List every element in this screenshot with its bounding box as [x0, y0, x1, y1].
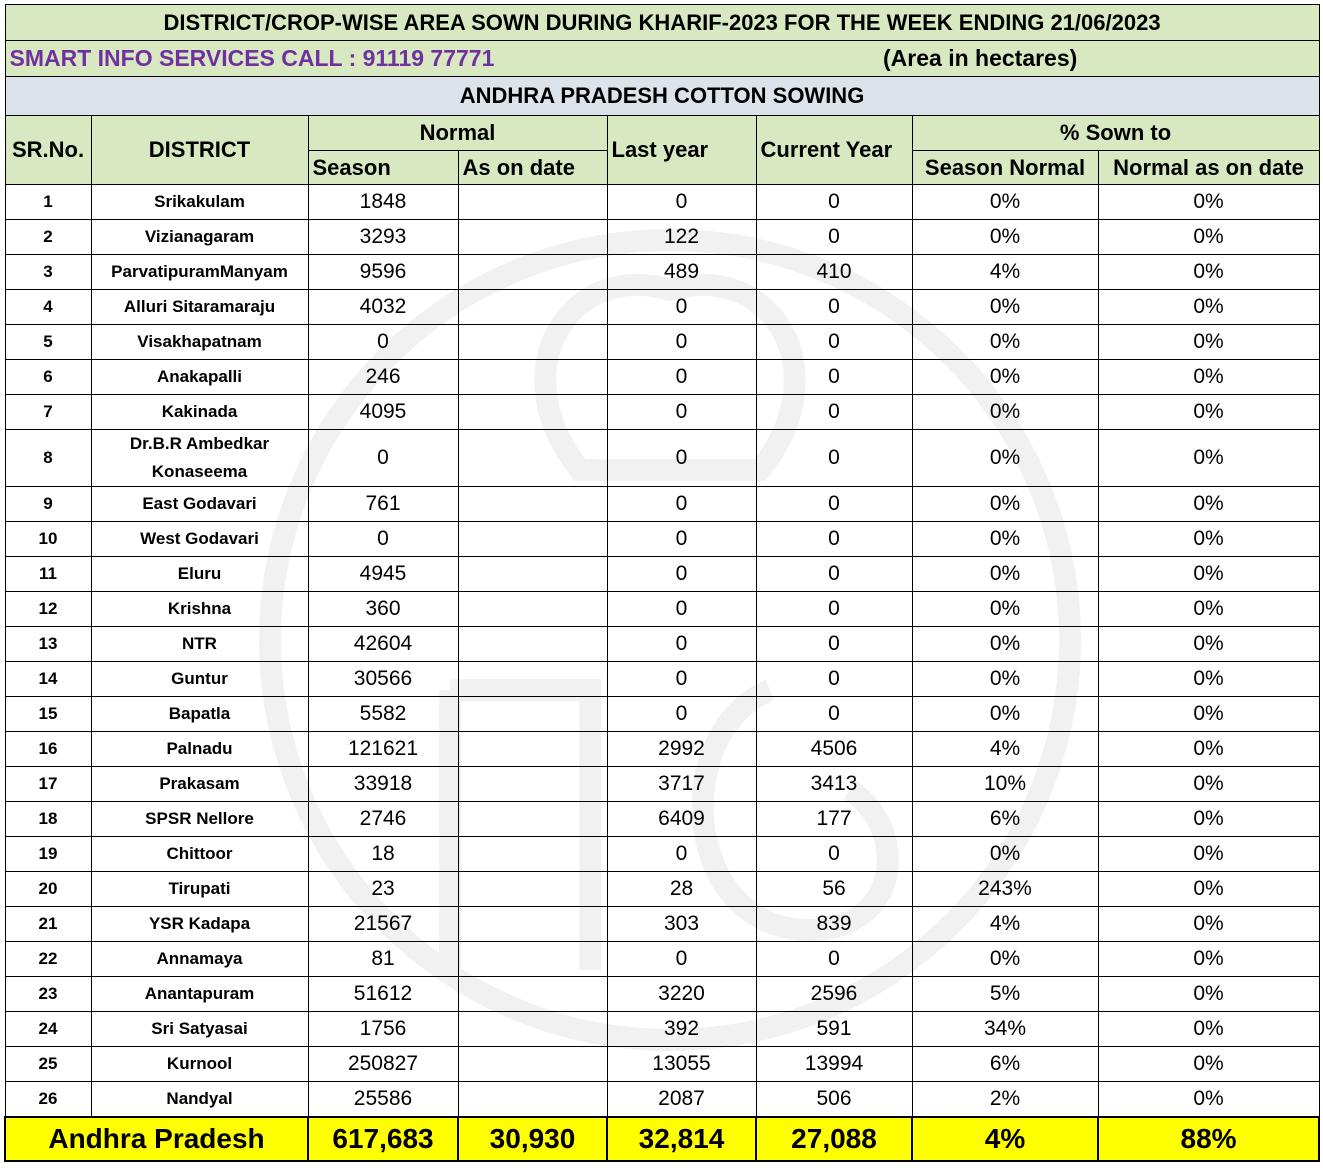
cell-current-year: 0: [756, 942, 912, 977]
cell-season: 51612: [308, 977, 458, 1012]
cell-pct-season-normal: 6%: [912, 802, 1098, 837]
cell-as-on-date: [458, 522, 607, 557]
cell-current-year: 13994: [756, 1047, 912, 1082]
total-as-on-date: 30,930: [458, 1117, 607, 1161]
cell-current-year: 0: [756, 185, 912, 220]
cell-season: 42604: [308, 627, 458, 662]
table-row: [5, 1082, 1319, 1118]
cell-sr-no: 16: [5, 732, 91, 767]
cell-sr-no: 21: [5, 907, 91, 942]
cell-season: 0: [308, 430, 458, 487]
cell-pct-normal-as-on-date: 0%: [1098, 430, 1319, 487]
cell-current-year: 0: [756, 557, 912, 592]
table-row: [5, 1012, 1319, 1047]
cell-as-on-date: [458, 942, 607, 977]
cell-pct-normal-as-on-date: 0%: [1098, 557, 1319, 592]
cell-season: 121621: [308, 732, 458, 767]
cell-pct-season-normal: 0%: [912, 325, 1098, 360]
header-normal: Normal: [308, 116, 607, 151]
cell-as-on-date: [458, 557, 607, 592]
cell-sr-no: 4: [5, 290, 91, 325]
cell-district: Visakhapatnam: [91, 325, 308, 360]
cell-pct-season-normal: 0%: [912, 522, 1098, 557]
cell-sr-no: 9: [5, 487, 91, 522]
cell-district: Sri Satyasai: [91, 1012, 308, 1047]
table-row: [5, 802, 1319, 837]
cell-as-on-date: [458, 662, 607, 697]
table-row: [5, 872, 1319, 907]
table-row: [5, 185, 1319, 220]
cell-season: 9596: [308, 255, 458, 290]
cell-current-year: 2596: [756, 977, 912, 1012]
cell-district: Alluri Sitaramaraju: [91, 290, 308, 325]
cell-as-on-date: [458, 1047, 607, 1082]
cell-as-on-date: [458, 220, 607, 255]
total-pct-date: 88%: [1098, 1117, 1319, 1161]
cell-as-on-date: [458, 802, 607, 837]
cell-last-year: 0: [607, 185, 756, 220]
cell-last-year: 6409: [607, 802, 756, 837]
table-row: [5, 662, 1319, 697]
cell-sr-no: 15: [5, 697, 91, 732]
cell-last-year: 0: [607, 557, 756, 592]
cell-pct-season-normal: 0%: [912, 360, 1098, 395]
table-row: [5, 907, 1319, 942]
cell-as-on-date: [458, 592, 607, 627]
cell-season: 0: [308, 325, 458, 360]
cell-pct-normal-as-on-date: 0%: [1098, 942, 1319, 977]
cotton-sowing-table: [4, 4, 1320, 1162]
cell-sr-no: 23: [5, 977, 91, 1012]
cell-season: 1756: [308, 1012, 458, 1047]
table-body: [5, 185, 1319, 1118]
cell-district: SPSR Nellore: [91, 802, 308, 837]
cell-district: Eluru: [91, 557, 308, 592]
cell-season: 250827: [308, 1047, 458, 1082]
cell-district: YSR Kadapa: [91, 907, 308, 942]
cell-as-on-date: [458, 872, 607, 907]
header-normal-as-on-date: Normal as on date: [1098, 151, 1319, 185]
cell-pct-season-normal: 0%: [912, 662, 1098, 697]
cell-sr-no: 5: [5, 325, 91, 360]
cell-pct-season-normal: 4%: [912, 907, 1098, 942]
cell-current-year: 0: [756, 487, 912, 522]
cell-pct-normal-as-on-date: 0%: [1098, 697, 1319, 732]
cell-pct-season-normal: 0%: [912, 942, 1098, 977]
cell-district: Anakapalli: [91, 360, 308, 395]
cell-season: 4945: [308, 557, 458, 592]
cell-district: Nandyal: [91, 1082, 308, 1118]
cell-pct-season-normal: 0%: [912, 627, 1098, 662]
table-row: [5, 557, 1319, 592]
cell-pct-season-normal: 6%: [912, 1047, 1098, 1082]
cell-as-on-date: [458, 290, 607, 325]
cell-sr-no: 24: [5, 1012, 91, 1047]
cell-current-year: 839: [756, 907, 912, 942]
table-row: [5, 1047, 1319, 1082]
cell-current-year: 0: [756, 627, 912, 662]
cell-pct-season-normal: 4%: [912, 732, 1098, 767]
cell-pct-season-normal: 2%: [912, 1082, 1098, 1118]
cell-season: 23: [308, 872, 458, 907]
cell-sr-no: 17: [5, 767, 91, 802]
cell-pct-normal-as-on-date: 0%: [1098, 360, 1319, 395]
cell-sr-no: 22: [5, 942, 91, 977]
cell-as-on-date: [458, 325, 607, 360]
cell-pct-season-normal: 34%: [912, 1012, 1098, 1047]
cell-district: Vizianagaram: [91, 220, 308, 255]
cell-pct-normal-as-on-date: 0%: [1098, 662, 1319, 697]
cell-last-year: 0: [607, 837, 756, 872]
cell-last-year: 0: [607, 697, 756, 732]
cell-last-year: 2087: [607, 1082, 756, 1118]
cell-pct-normal-as-on-date: 0%: [1098, 1082, 1319, 1118]
cell-last-year: 0: [607, 395, 756, 430]
cell-as-on-date: [458, 977, 607, 1012]
total-season: 617,683: [308, 1117, 458, 1161]
cell-current-year: 0: [756, 360, 912, 395]
cell-last-year: 0: [607, 522, 756, 557]
table-row: [5, 592, 1319, 627]
table-row: [5, 767, 1319, 802]
header-pct-sown: % Sown to: [912, 116, 1319, 151]
area-unit-note: (Area in hectares): [883, 45, 1078, 71]
cell-season: 81: [308, 942, 458, 977]
table-row: [5, 977, 1319, 1012]
cell-season: 360: [308, 592, 458, 627]
cell-district: Kurnool: [91, 1047, 308, 1082]
cell-as-on-date: [458, 487, 607, 522]
cell-pct-season-normal: 0%: [912, 290, 1098, 325]
cell-last-year: 3220: [607, 977, 756, 1012]
cell-current-year: 410: [756, 255, 912, 290]
report-title: DISTRICT/CROP-WISE AREA SOWN DURING KHARIF-2023 FOR THE WEEK ENDING 21/06/2023: [5, 5, 1319, 41]
cell-season: 1848: [308, 185, 458, 220]
cell-current-year: 0: [756, 837, 912, 872]
cell-current-year: 177: [756, 802, 912, 837]
cell-pct-normal-as-on-date: 0%: [1098, 220, 1319, 255]
cell-current-year: 0: [756, 430, 912, 487]
cell-district: ParvatipuramManyam: [91, 255, 308, 290]
cell-sr-no: 12: [5, 592, 91, 627]
table-row: [5, 395, 1319, 430]
cell-last-year: 392: [607, 1012, 756, 1047]
table-row: [5, 942, 1319, 977]
cell-as-on-date: [458, 255, 607, 290]
cell-district: Guntur: [91, 662, 308, 697]
table-row: [5, 732, 1319, 767]
cell-pct-normal-as-on-date: 0%: [1098, 732, 1319, 767]
cell-sr-no: 26: [5, 1082, 91, 1118]
cell-season: 2746: [308, 802, 458, 837]
cell-current-year: 0: [756, 522, 912, 557]
total-pct-season: 4%: [912, 1117, 1098, 1161]
cell-pct-normal-as-on-date: 0%: [1098, 325, 1319, 360]
cell-last-year: 0: [607, 290, 756, 325]
cell-sr-no: 25: [5, 1047, 91, 1082]
table-row: [5, 837, 1319, 872]
cell-current-year: 0: [756, 662, 912, 697]
cell-district: Krishna: [91, 592, 308, 627]
cell-pct-normal-as-on-date: 0%: [1098, 907, 1319, 942]
cell-season: 25586: [308, 1082, 458, 1118]
total-last-year: 32,814: [607, 1117, 756, 1161]
cell-pct-normal-as-on-date: 0%: [1098, 487, 1319, 522]
cell-last-year: 0: [607, 592, 756, 627]
cell-current-year: 0: [756, 290, 912, 325]
cell-as-on-date: [458, 430, 607, 487]
cell-current-year: 591: [756, 1012, 912, 1047]
cell-pct-normal-as-on-date: 0%: [1098, 395, 1319, 430]
cell-district: Prakasam: [91, 767, 308, 802]
cell-last-year: 489: [607, 255, 756, 290]
cell-as-on-date: [458, 627, 607, 662]
cell-current-year: 4506: [756, 732, 912, 767]
cell-sr-no: 13: [5, 627, 91, 662]
cell-pct-season-normal: 0%: [912, 557, 1098, 592]
cell-as-on-date: [458, 1012, 607, 1047]
cell-district: Kakinada: [91, 395, 308, 430]
cell-district: Chittoor: [91, 837, 308, 872]
cell-season: 21567: [308, 907, 458, 942]
cell-as-on-date: [458, 395, 607, 430]
cell-pct-season-normal: 0%: [912, 185, 1098, 220]
cell-sr-no: 18: [5, 802, 91, 837]
cell-pct-normal-as-on-date: 0%: [1098, 627, 1319, 662]
header-season: Season: [308, 151, 458, 185]
cell-as-on-date: [458, 1082, 607, 1118]
cell-season: 3293: [308, 220, 458, 255]
cell-last-year: 0: [607, 487, 756, 522]
cell-last-year: 303: [607, 907, 756, 942]
cell-pct-normal-as-on-date: 0%: [1098, 802, 1319, 837]
cell-pct-normal-as-on-date: 0%: [1098, 255, 1319, 290]
cell-pct-season-normal: 10%: [912, 767, 1098, 802]
cell-sr-no: 7: [5, 395, 91, 430]
cell-last-year: 0: [607, 662, 756, 697]
cell-last-year: 0: [607, 430, 756, 487]
cell-last-year: 0: [607, 325, 756, 360]
cell-pct-season-normal: 243%: [912, 872, 1098, 907]
cell-district: [91, 430, 308, 487]
cell-as-on-date: [458, 907, 607, 942]
cell-district: Anantapuram: [91, 977, 308, 1012]
cell-district: East Godavari: [91, 487, 308, 522]
cell-sr-no: 6: [5, 360, 91, 395]
header-as-on-date: As on date: [458, 151, 607, 185]
cell-sr-no: 3: [5, 255, 91, 290]
cell-district-text: Dr.B.R Ambedkar Konaseema: [129, 434, 270, 481]
header-district: DISTRICT: [91, 116, 308, 185]
table-row: [5, 220, 1319, 255]
cell-pct-season-normal: 0%: [912, 220, 1098, 255]
cell-pct-normal-as-on-date: 0%: [1098, 592, 1319, 627]
table-row: [5, 360, 1319, 395]
cell-district: Tirupati: [91, 872, 308, 907]
cell-district: Srikakulam: [91, 185, 308, 220]
cell-as-on-date: [458, 697, 607, 732]
table-row: [5, 487, 1319, 522]
cell-pct-season-normal: 5%: [912, 977, 1098, 1012]
cell-season: 18: [308, 837, 458, 872]
table-row: [5, 290, 1319, 325]
header-last-year: Last year: [607, 116, 756, 185]
cell-season: 4032: [308, 290, 458, 325]
cell-pct-season-normal: 0%: [912, 487, 1098, 522]
cell-pct-normal-as-on-date: 0%: [1098, 522, 1319, 557]
cell-pct-season-normal: 0%: [912, 697, 1098, 732]
cell-sr-no: 11: [5, 557, 91, 592]
cell-sr-no: 1: [5, 185, 91, 220]
cell-current-year: 0: [756, 592, 912, 627]
cell-current-year: 0: [756, 395, 912, 430]
table-row: [5, 255, 1319, 290]
cell-as-on-date: [458, 185, 607, 220]
cell-current-year: 506: [756, 1082, 912, 1118]
table-row: [5, 697, 1319, 732]
cell-season: 4095: [308, 395, 458, 430]
table-row: [5, 325, 1319, 360]
cell-sr-no: 2: [5, 220, 91, 255]
cell-current-year: 0: [756, 220, 912, 255]
table-row: [5, 522, 1319, 557]
cell-sr-no: 19: [5, 837, 91, 872]
cell-last-year: 122: [607, 220, 756, 255]
cell-season: 30566: [308, 662, 458, 697]
table-row: [5, 627, 1319, 662]
cell-pct-season-normal: 0%: [912, 430, 1098, 487]
cell-last-year: 3717: [607, 767, 756, 802]
cell-last-year: 0: [607, 942, 756, 977]
cell-current-year: 0: [756, 325, 912, 360]
cell-district: Palnadu: [91, 732, 308, 767]
total-current-year: 27,088: [756, 1117, 912, 1161]
cell-as-on-date: [458, 837, 607, 872]
cell-current-year: 3413: [756, 767, 912, 802]
smart-info-phone: SMART INFO SERVICES CALL : 91119 77771: [9, 45, 495, 71]
cell-last-year: 2992: [607, 732, 756, 767]
cell-pct-normal-as-on-date: 0%: [1098, 977, 1319, 1012]
state-title: ANDHRA PRADESH COTTON SOWING: [5, 77, 1319, 116]
cell-pct-normal-as-on-date: 0%: [1098, 1047, 1319, 1082]
cell-pct-normal-as-on-date: 0%: [1098, 185, 1319, 220]
cell-current-year: 56: [756, 872, 912, 907]
cell-sr-no: 20: [5, 872, 91, 907]
cell-sr-no: 10: [5, 522, 91, 557]
cell-sr-no: 14: [5, 662, 91, 697]
cell-season: 0: [308, 522, 458, 557]
total-row: [5, 1117, 1319, 1161]
cell-district: NTR: [91, 627, 308, 662]
cell-as-on-date: [458, 767, 607, 802]
header-current-year: Current Year: [756, 116, 912, 185]
table-row: [5, 430, 1319, 487]
cell-sr-no: 8: [5, 430, 91, 487]
cell-as-on-date: [458, 360, 607, 395]
cell-pct-normal-as-on-date: 0%: [1098, 767, 1319, 802]
cell-last-year: 28: [607, 872, 756, 907]
cell-last-year: 13055: [607, 1047, 756, 1082]
cell-district: West Godavari: [91, 522, 308, 557]
cell-season: 5582: [308, 697, 458, 732]
cell-pct-season-normal: 0%: [912, 592, 1098, 627]
cell-season: 33918: [308, 767, 458, 802]
info-bar: [5, 41, 1319, 77]
cell-season: 246: [308, 360, 458, 395]
cell-district: Bapatla: [91, 697, 308, 732]
cell-pct-normal-as-on-date: 0%: [1098, 837, 1319, 872]
cell-current-year: 0: [756, 697, 912, 732]
header-season-normal: Season Normal: [912, 151, 1098, 185]
cell-pct-season-normal: 0%: [912, 837, 1098, 872]
cell-pct-normal-as-on-date: 0%: [1098, 872, 1319, 907]
cell-pct-normal-as-on-date: 0%: [1098, 290, 1319, 325]
cell-pct-season-normal: 4%: [912, 255, 1098, 290]
header-sr-no: SR.No.: [5, 116, 91, 185]
cell-pct-season-normal: 0%: [912, 395, 1098, 430]
cell-last-year: 0: [607, 360, 756, 395]
cell-pct-normal-as-on-date: 0%: [1098, 1012, 1319, 1047]
total-name: Andhra Pradesh: [5, 1117, 308, 1161]
cell-season: 761: [308, 487, 458, 522]
cell-district: Annamaya: [91, 942, 308, 977]
cell-as-on-date: [458, 732, 607, 767]
cell-last-year: 0: [607, 627, 756, 662]
